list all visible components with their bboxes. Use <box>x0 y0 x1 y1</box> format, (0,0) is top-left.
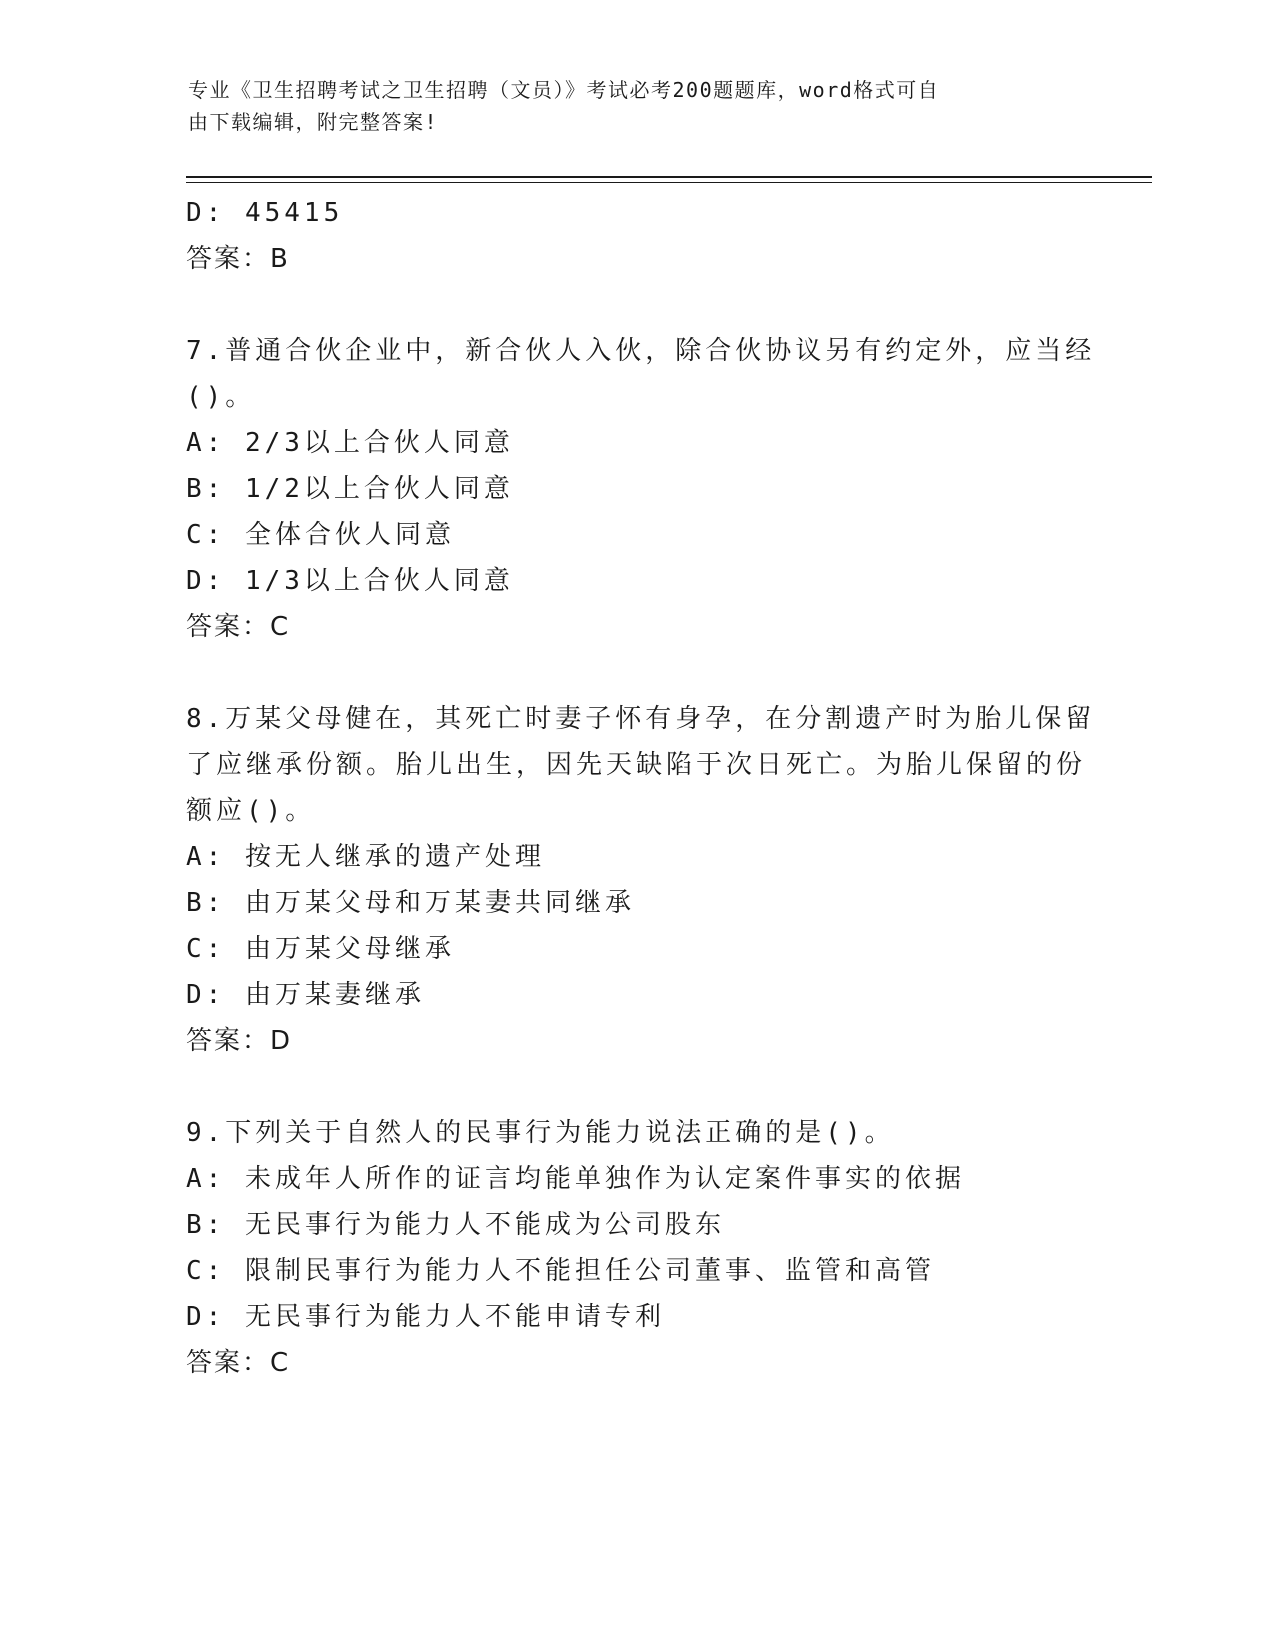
option-b: B: 由万某父母和万某妻共同继承 <box>186 888 635 918</box>
spacer <box>186 282 1066 328</box>
answer: 答案：D <box>186 1026 293 1056</box>
question-7 <box>186 328 1096 650</box>
spacer <box>186 1064 1066 1110</box>
question-stem-line: 9.下列关于自然人的民事行为能力说法正确的是()。 <box>186 1118 895 1148</box>
header-line-1: 专业《卫生招聘考试之卫生招聘（文员）》考试必考200题题库，word格式可自 <box>188 78 940 102</box>
option-d: D: 45415 <box>186 198 344 228</box>
question-9 <box>186 1110 1066 1386</box>
question-stem-line: 7.普通合伙企业中，新合伙人入伙，除合伙协议另有约定外，应当经 <box>186 336 1096 366</box>
option-d: D: 由万某妻继承 <box>186 980 425 1010</box>
question-list <box>186 190 1096 1386</box>
question-stem-line: 8.万某父母健在，其死亡时妻子怀有身孕，在分割遗产时为胎儿保留 <box>186 704 1096 734</box>
option-a: A: 2/3以上合伙人同意 <box>186 428 514 458</box>
answer: 答案：C <box>186 612 291 642</box>
option-d: D: 无民事行为能力人不能申请专利 <box>186 1302 665 1332</box>
answer: 答案：C <box>186 1348 291 1378</box>
question-stem-line: ()。 <box>186 382 256 412</box>
spacer <box>186 650 1066 696</box>
option-c: C: 限制民事行为能力人不能担任公司董事、监管和高管 <box>186 1256 935 1286</box>
option-d: D: 1/3以上合伙人同意 <box>186 566 514 596</box>
header-divider-thin <box>186 182 1152 183</box>
header-line-2: 由下载编辑，附完整答案! <box>188 110 439 134</box>
option-a: A: 未成年人所作的证言均能单独作为认定案件事实的依据 <box>186 1164 965 1194</box>
option-a: A: 按无人继承的遗产处理 <box>186 842 545 872</box>
question-stem-line: 了应继承份额。胎儿出生，因先天缺陷于次日死亡。为胎儿保留的份 <box>186 750 1087 780</box>
question-8 <box>186 696 1096 1064</box>
header-divider-thick <box>186 176 1152 178</box>
option-c: C: 全体合伙人同意 <box>186 520 455 550</box>
document-header <box>188 74 1068 138</box>
option-c: C: 由万某父母继承 <box>186 934 455 964</box>
question-stem-line: 额应()。 <box>186 796 316 826</box>
answer: 答案：B <box>186 244 290 274</box>
option-b: B: 无民事行为能力人不能成为公司股东 <box>186 1210 725 1240</box>
option-b: B: 1/2以上合伙人同意 <box>186 474 514 504</box>
